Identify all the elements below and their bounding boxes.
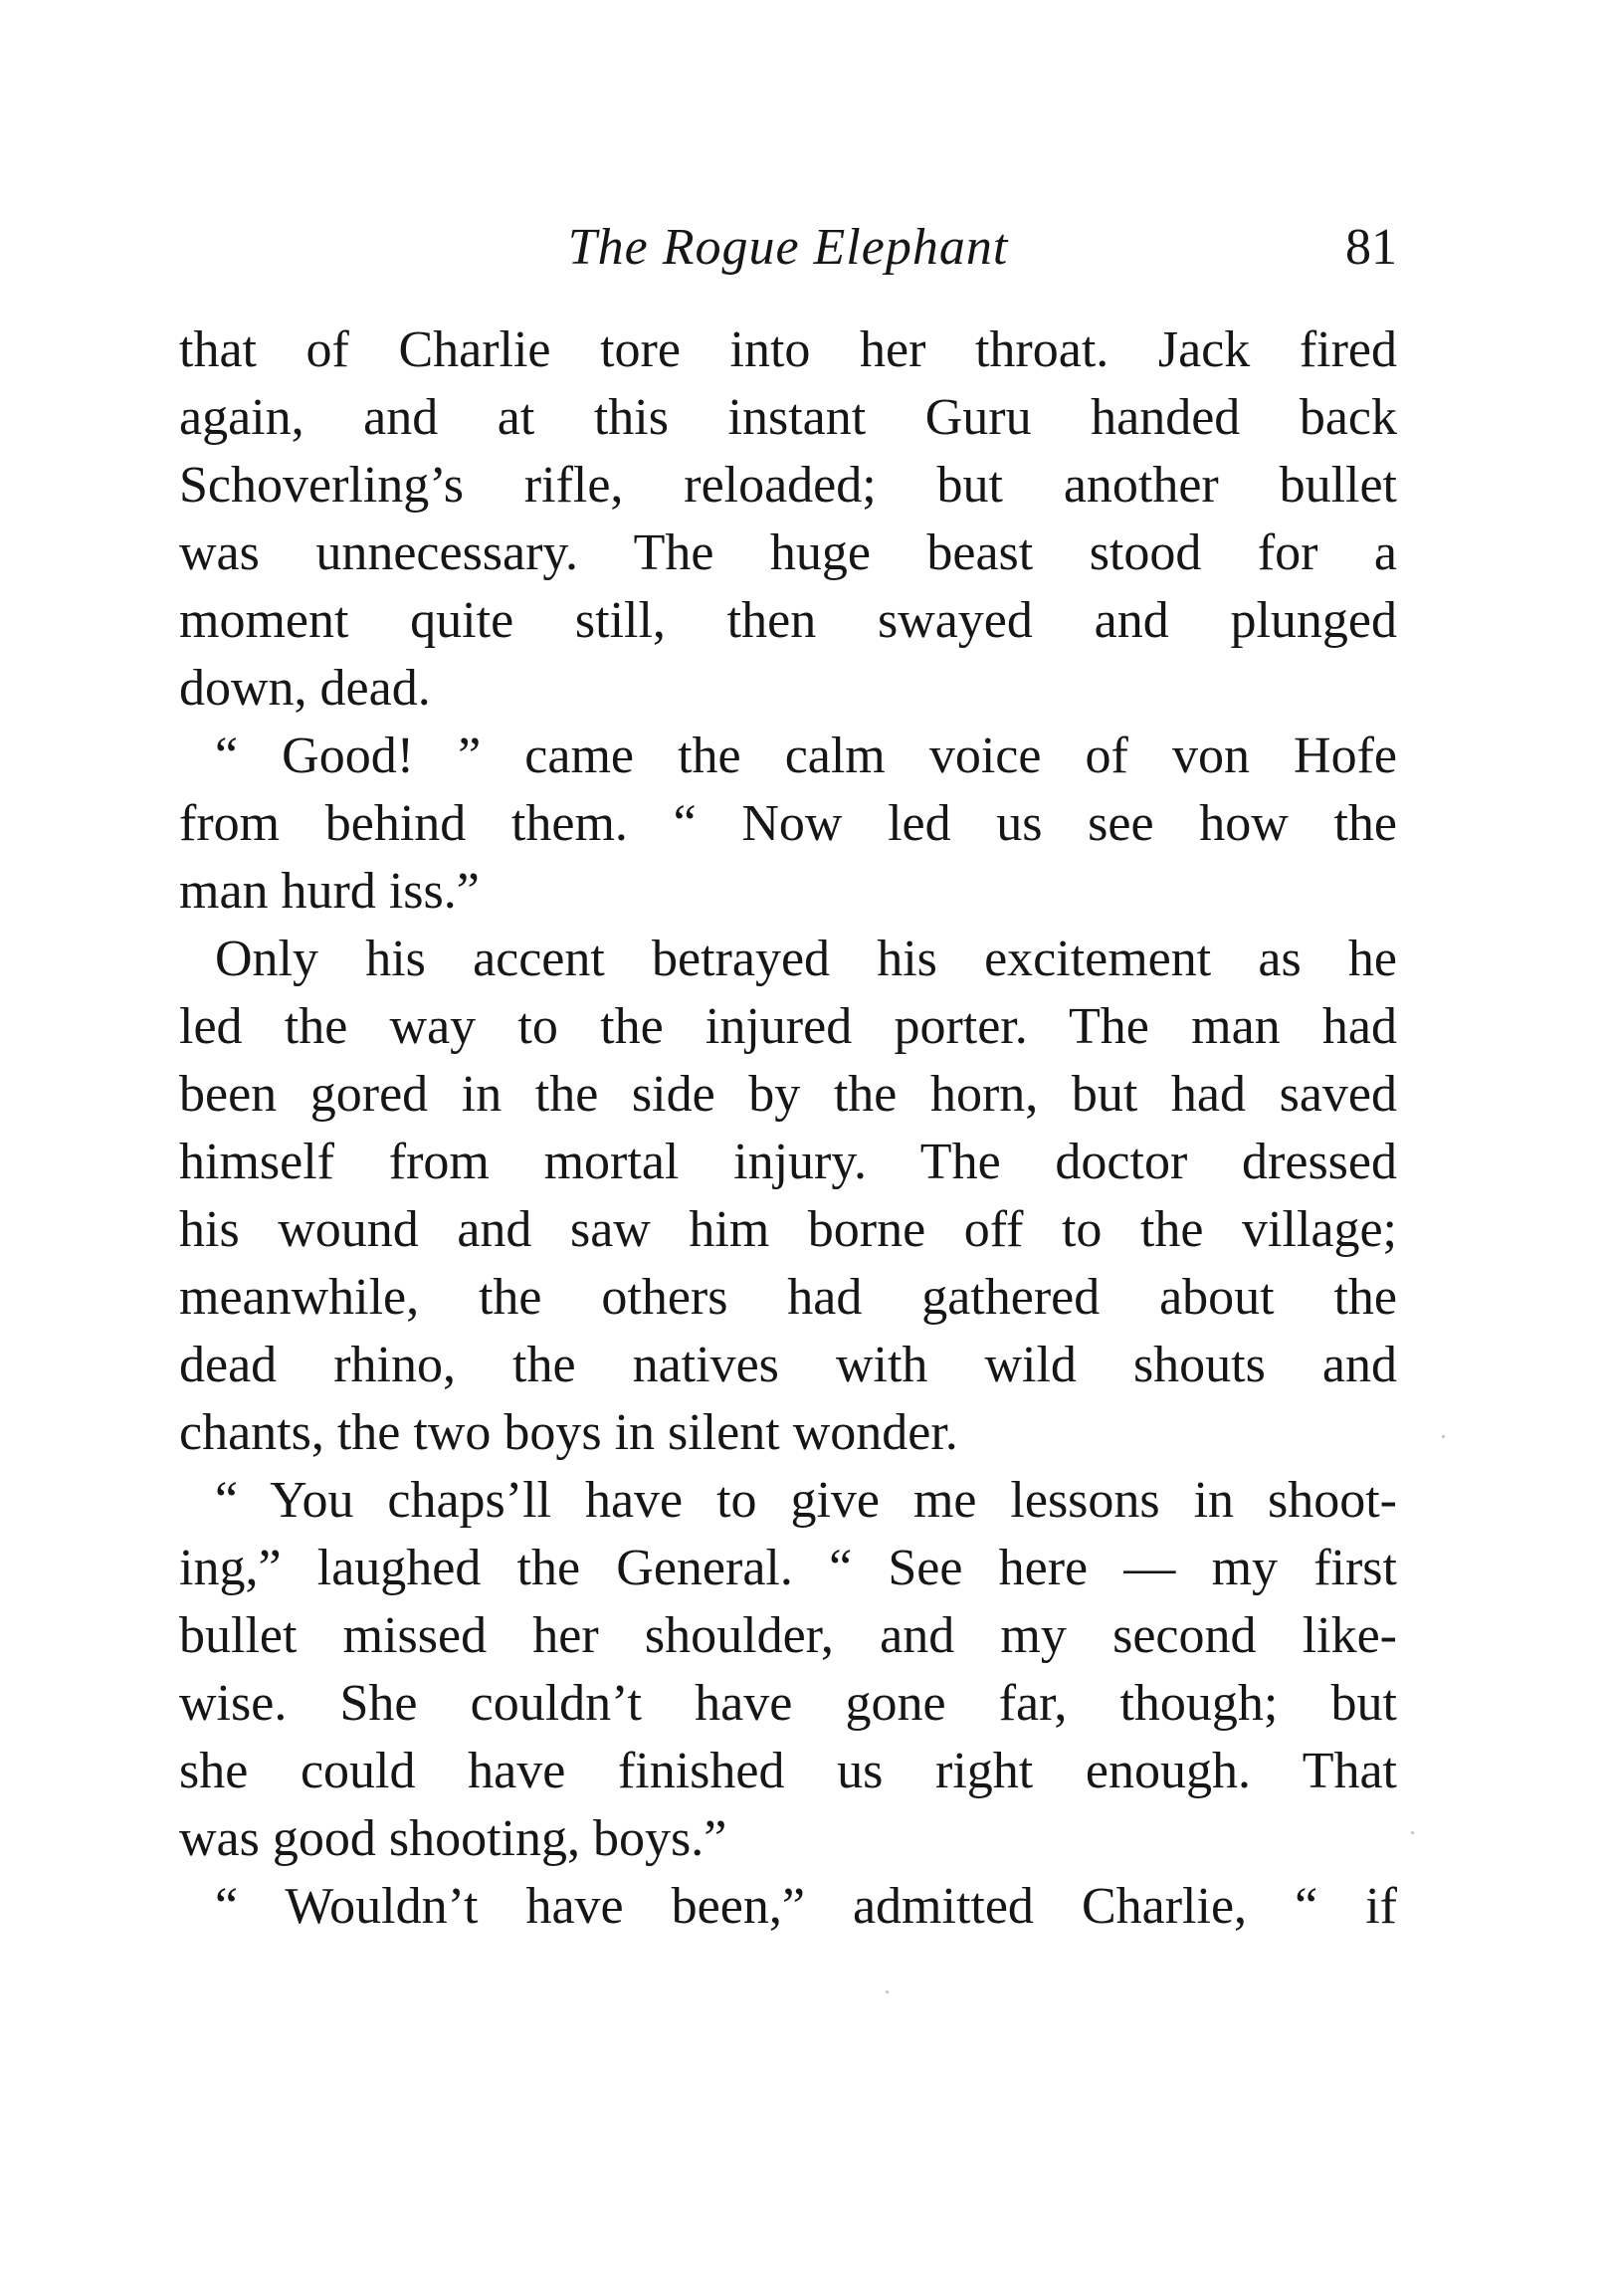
text-line: that of Charlie tore into her throat. Jack fired xyxy=(179,321,1397,378)
text-line: she could have finished us right enough. That xyxy=(179,1743,1397,1799)
text-line: bullet missed her shoulder, and my second like- xyxy=(179,1607,1397,1664)
text-line: moment quite still, then swayed and plunged xyxy=(179,592,1397,649)
text-line: Only his accent betrayed his excitement as he xyxy=(215,931,1397,987)
body-text xyxy=(179,316,1397,1941)
page-number: 81 xyxy=(1345,219,1397,276)
running-head xyxy=(179,213,1397,283)
text-line: “ Good! ” came the calm voice of von Hofe xyxy=(215,728,1397,784)
text-line: his wound and saw him borne off to the village; xyxy=(179,1201,1397,1258)
text-line: again, and at this instant Guru handed back xyxy=(179,389,1397,446)
paper-speck xyxy=(1411,1831,1414,1834)
paper-speck xyxy=(1442,1435,1445,1438)
text-line: ing,” laughed the General. “ See here — my first xyxy=(179,1540,1397,1596)
text-line: dead rhino, the natives with wild shouts and xyxy=(179,1337,1397,1393)
text-line: man hurd iss.” xyxy=(179,863,480,920)
text-line: himself from mortal injury. The doctor dressed xyxy=(179,1134,1397,1190)
text-line: “ Wouldn’t have been,” admitted Charlie, “ if xyxy=(215,1878,1397,1935)
text-line: was good shooting, boys.” xyxy=(179,1810,727,1867)
text-line: Schoverling’s rifle, reloaded; but another bullet xyxy=(179,457,1397,514)
text-line: was unnecessary. The huge beast stood for a xyxy=(179,524,1397,581)
text-line: been gored in the side by the horn, but had saved xyxy=(179,1066,1397,1123)
text-line: chants, the two boys in silent wonder. xyxy=(179,1404,958,1461)
text-line: down, dead. xyxy=(179,660,431,717)
text-line: wise. She couldn’t have gone far, though; but xyxy=(179,1675,1397,1732)
text-line: led the way to the injured porter. The man had xyxy=(179,998,1397,1055)
running-title: The Rogue Elephant xyxy=(567,219,1009,276)
paper-speck xyxy=(886,1990,889,1993)
text-line: “ You chaps’ll have to give me lessons in shoot- xyxy=(215,1472,1397,1529)
text-line: from behind them. “ Now led us see how the xyxy=(179,795,1397,852)
text-line: meanwhile, the others had gathered about the xyxy=(179,1269,1397,1326)
